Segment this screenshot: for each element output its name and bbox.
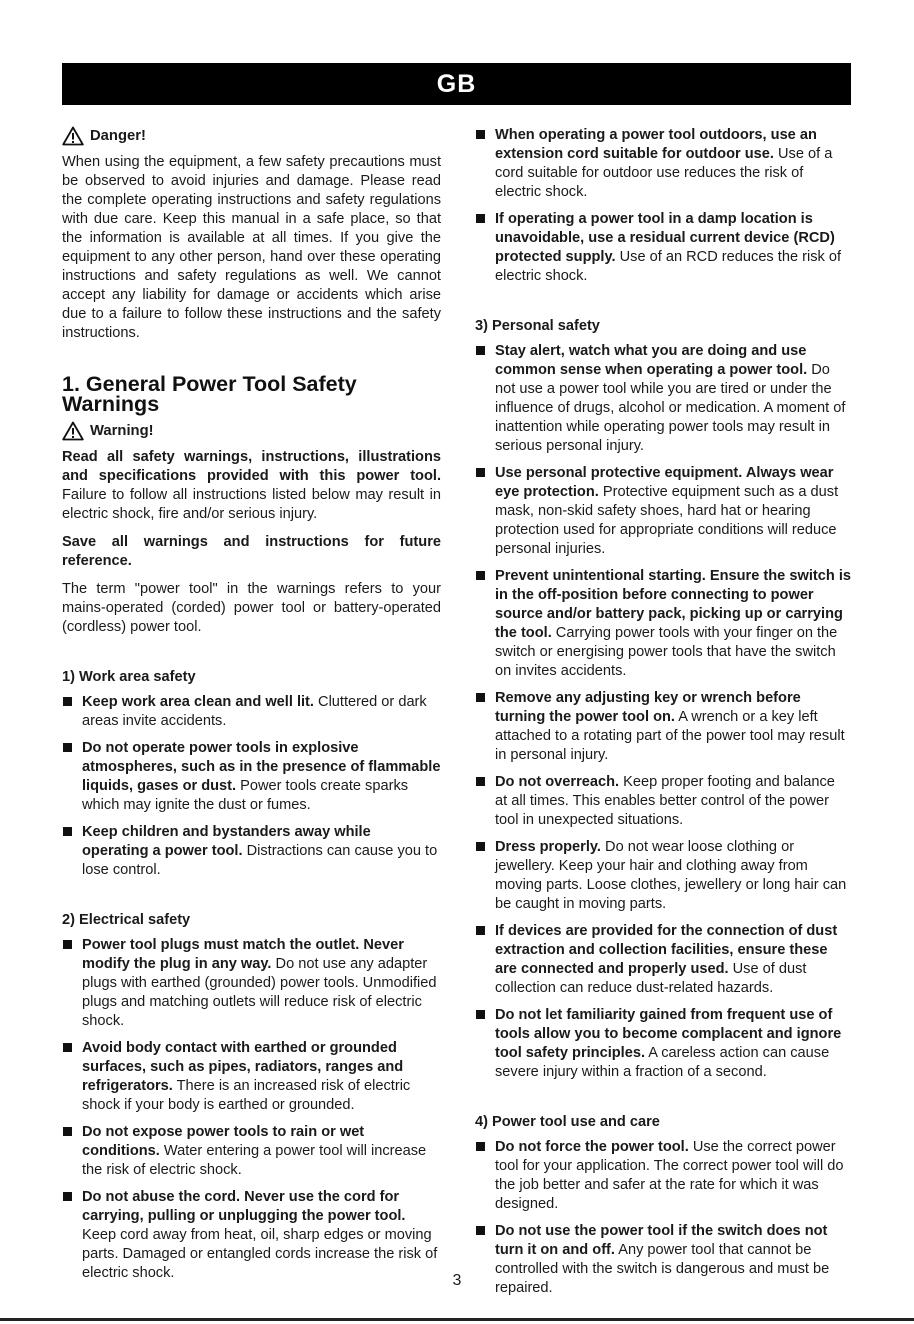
item-bold: Avoid body contact with earthed or grounded surfaces, such as pipes, radiators, ranges and refrigerators.	[82, 1040, 404, 1094]
power-tool-use-title: 4) Power tool use and care	[475, 1114, 660, 1130]
list-item	[475, 1006, 851, 1082]
list-item	[475, 342, 851, 456]
item-bold: Keep work area clean and well lit.	[82, 694, 314, 710]
electrical-safety-title: 2) Electrical safety	[62, 912, 191, 928]
square-bullet-icon	[476, 777, 485, 786]
save-warnings-paragraph: Save all warnings and instructions for future reference.	[62, 534, 441, 569]
read-warnings-paragraph	[62, 448, 441, 524]
square-bullet-icon	[476, 926, 485, 935]
item-text: Cluttered or dark areas invite accidents.	[82, 694, 427, 729]
square-bullet-icon	[476, 468, 485, 477]
item-bold: Use personal protective equipment. Always wear eye protection.	[495, 465, 834, 500]
item-text: A wrench or a key left attached to a rotating part of the power tool may result in personal injury.	[495, 709, 845, 763]
square-bullet-icon	[63, 1043, 72, 1052]
item-text: Distractions can cause you to lose control.	[82, 843, 438, 878]
item-bold: Keep children and bystanders away while operating a power tool.	[82, 824, 371, 859]
list-item	[475, 773, 851, 830]
item-bold: Remove any adjusting key or wrench before turning the power tool on.	[495, 690, 801, 725]
item-bold: Do not abuse the cord. Never use the cord for carrying, pulling or unplugging the power tool.	[82, 1189, 406, 1224]
item-text: Keep proper footing and balance at all times. This enables better control of the power tool in unexpected situations.	[495, 774, 835, 828]
list-item	[62, 1123, 441, 1180]
square-bullet-icon	[476, 1226, 485, 1235]
right-column	[475, 126, 851, 1306]
item-text: Any power tool that cannot be controlled with the switch is dangerous and must be repaired.	[495, 1242, 830, 1296]
item-text: There is an increased risk of electric shock if your body is earthed or grounded.	[82, 1078, 411, 1113]
item-text: Do not use any adapter plugs with earthed (grounded) power tools. Unmodified plugs and matching outlets will reduce risk of electric shock.	[82, 956, 437, 1029]
list-item	[475, 464, 851, 559]
item-text: Power tools create sparks which may ignite the dust or fumes.	[82, 778, 409, 813]
square-bullet-icon	[476, 1142, 485, 1151]
square-bullet-icon	[63, 827, 72, 836]
square-bullet-icon	[63, 940, 72, 949]
item-bold: Do not use the power tool if the switch does not turn it on and off.	[495, 1223, 828, 1258]
item-text: Carrying power tools with your finger on the switch or energising power tools that have the switch on invites accidents.	[495, 625, 838, 679]
list-item	[62, 693, 441, 731]
item-bold: Prevent unintentional starting. Ensure the switch is in the off-position before connecting to power source and/or battery pack, picking up or carrying the tool.	[495, 568, 851, 641]
square-bullet-icon	[63, 1127, 72, 1136]
read-warnings-text: Failure to follow all instructions listed below may result in electric shock, fire and/or serious injury.	[62, 487, 441, 522]
square-bullet-icon	[63, 1192, 72, 1201]
item-text: Keep cord away from heat, oil, sharp edges or moving parts. Damaged or entangled cords increase the risk of electric shock.	[82, 1227, 438, 1281]
square-bullet-icon	[476, 214, 485, 223]
read-warnings-bold: Read all safety warnings, instructions, illustrations and specifications provided with this power tool.	[62, 449, 441, 484]
item-text: Do not use a power tool while you are tired or under the influence of drugs, alcohol or medication. A moment of inattention while operating power tools may result in serious personal injury.	[495, 362, 846, 454]
square-bullet-icon	[476, 1010, 485, 1019]
danger-heading	[62, 126, 441, 146]
work-area-list	[62, 693, 441, 880]
list-item	[475, 126, 851, 202]
list-item	[62, 823, 441, 880]
square-bullet-icon	[63, 743, 72, 752]
section-heading-line1: 1. General Power Tool Safety	[62, 372, 357, 396]
item-text: Water entering a power tool will increase the risk of electric shock.	[82, 1143, 427, 1178]
item-bold: If operating a power tool in a damp location is unavoidable, use a residual current device (RCD) protected supply.	[495, 211, 835, 265]
list-item	[475, 838, 851, 914]
list-item	[475, 210, 851, 286]
item-bold: Stay alert, watch what you are doing and use common sense when operating a power tool.	[495, 343, 808, 378]
item-bold: Do not force the power tool.	[495, 1139, 689, 1155]
section-heading	[62, 374, 441, 414]
item-text: Do not wear loose clothing or jewellery. Keep your hair and clothing away from moving parts. Loose clothes, jewellery or long hair can be caught in moving parts.	[495, 839, 847, 912]
electrical-safety-continued-list	[475, 126, 851, 286]
danger-paragraph: When using the equipment, a few safety precautions must be observed to avoid injuries and damage. Please read the complete operating instructions and safety regulations with due care. Keep this manual in a safe place, so that the information is available at all times. If you give the equipment to any other person, hand over these operating instructions and safety regulations as well. We cannot accept any liability for damage or accidents which arise due to a failure to follow these instructions and the safety instructions.	[62, 154, 441, 341]
item-text: Use of dust collection can reduce dust-related hazards.	[495, 961, 807, 996]
list-item	[62, 1039, 441, 1115]
square-bullet-icon	[476, 842, 485, 851]
footer-rule	[0, 1318, 914, 1321]
work-area-title: 1) Work area safety	[62, 669, 196, 685]
item-bold: Dress properly.	[495, 839, 601, 855]
danger-title: Danger!	[90, 127, 146, 144]
square-bullet-icon	[476, 346, 485, 355]
list-item	[62, 1188, 441, 1283]
personal-safety-list	[475, 342, 851, 1082]
electrical-safety-list	[62, 936, 441, 1283]
left-column	[62, 126, 441, 1291]
item-bold: Do not operate power tools in explosive atmospheres, such as in the presence of flammable liquids, gases or dust.	[82, 740, 441, 794]
language-header: GB	[62, 63, 851, 105]
item-bold: Power tool plugs must match the outlet. Never modify the plug in any way.	[82, 937, 404, 972]
square-bullet-icon	[476, 571, 485, 580]
term-paragraph: The term "power tool" in the warnings refers to your mains-operated (corded) power tool or battery-operated (cordless) power tool.	[62, 581, 441, 635]
warning-heading	[62, 421, 441, 441]
list-item	[475, 567, 851, 681]
item-text: Use of a cord suitable for outdoor use reduces the risk of electric shock.	[495, 146, 833, 200]
item-text: A careless action can cause severe injury within a fraction of a second.	[495, 1045, 830, 1080]
item-bold: When operating a power tool outdoors, use an extension cord suitable for outdoor use.	[495, 127, 817, 162]
list-item	[475, 689, 851, 765]
item-bold: Do not let familiarity gained from frequent use of tools allow you to become complacent and ignore tool safety principles.	[495, 1007, 842, 1061]
list-item	[475, 922, 851, 998]
item-bold: If devices are provided for the connection of dust extraction and collection facilities, ensure these are connected and properly used.	[495, 923, 838, 977]
square-bullet-icon	[476, 693, 485, 702]
item-text: Use of an RCD reduces the risk of electric shock.	[495, 249, 842, 284]
page-number: 3	[452, 1272, 462, 1289]
item-bold: Do not expose power tools to rain or wet conditions.	[82, 1124, 365, 1159]
square-bullet-icon	[63, 697, 72, 706]
item-text: Protective equipment such as a dust mask, non-skid safety shoes, hard hat or hearing protection used for appropriate conditions will reduce personal injuries.	[495, 484, 839, 557]
list-item	[62, 936, 441, 1031]
warning-triangle-icon	[62, 126, 84, 146]
section-heading-line2: Warnings	[62, 392, 160, 416]
warning-title: Warning!	[90, 422, 154, 439]
list-item	[62, 739, 441, 815]
item-text: Use the correct power tool for your application. The correct power tool will do the job better and safer at the rate for which it was designed.	[495, 1139, 844, 1212]
personal-safety-title: 3) Personal safety	[475, 318, 600, 334]
list-item	[475, 1138, 851, 1214]
square-bullet-icon	[476, 130, 485, 139]
warning-triangle-icon	[62, 421, 84, 441]
item-bold: Do not overreach.	[495, 774, 620, 790]
